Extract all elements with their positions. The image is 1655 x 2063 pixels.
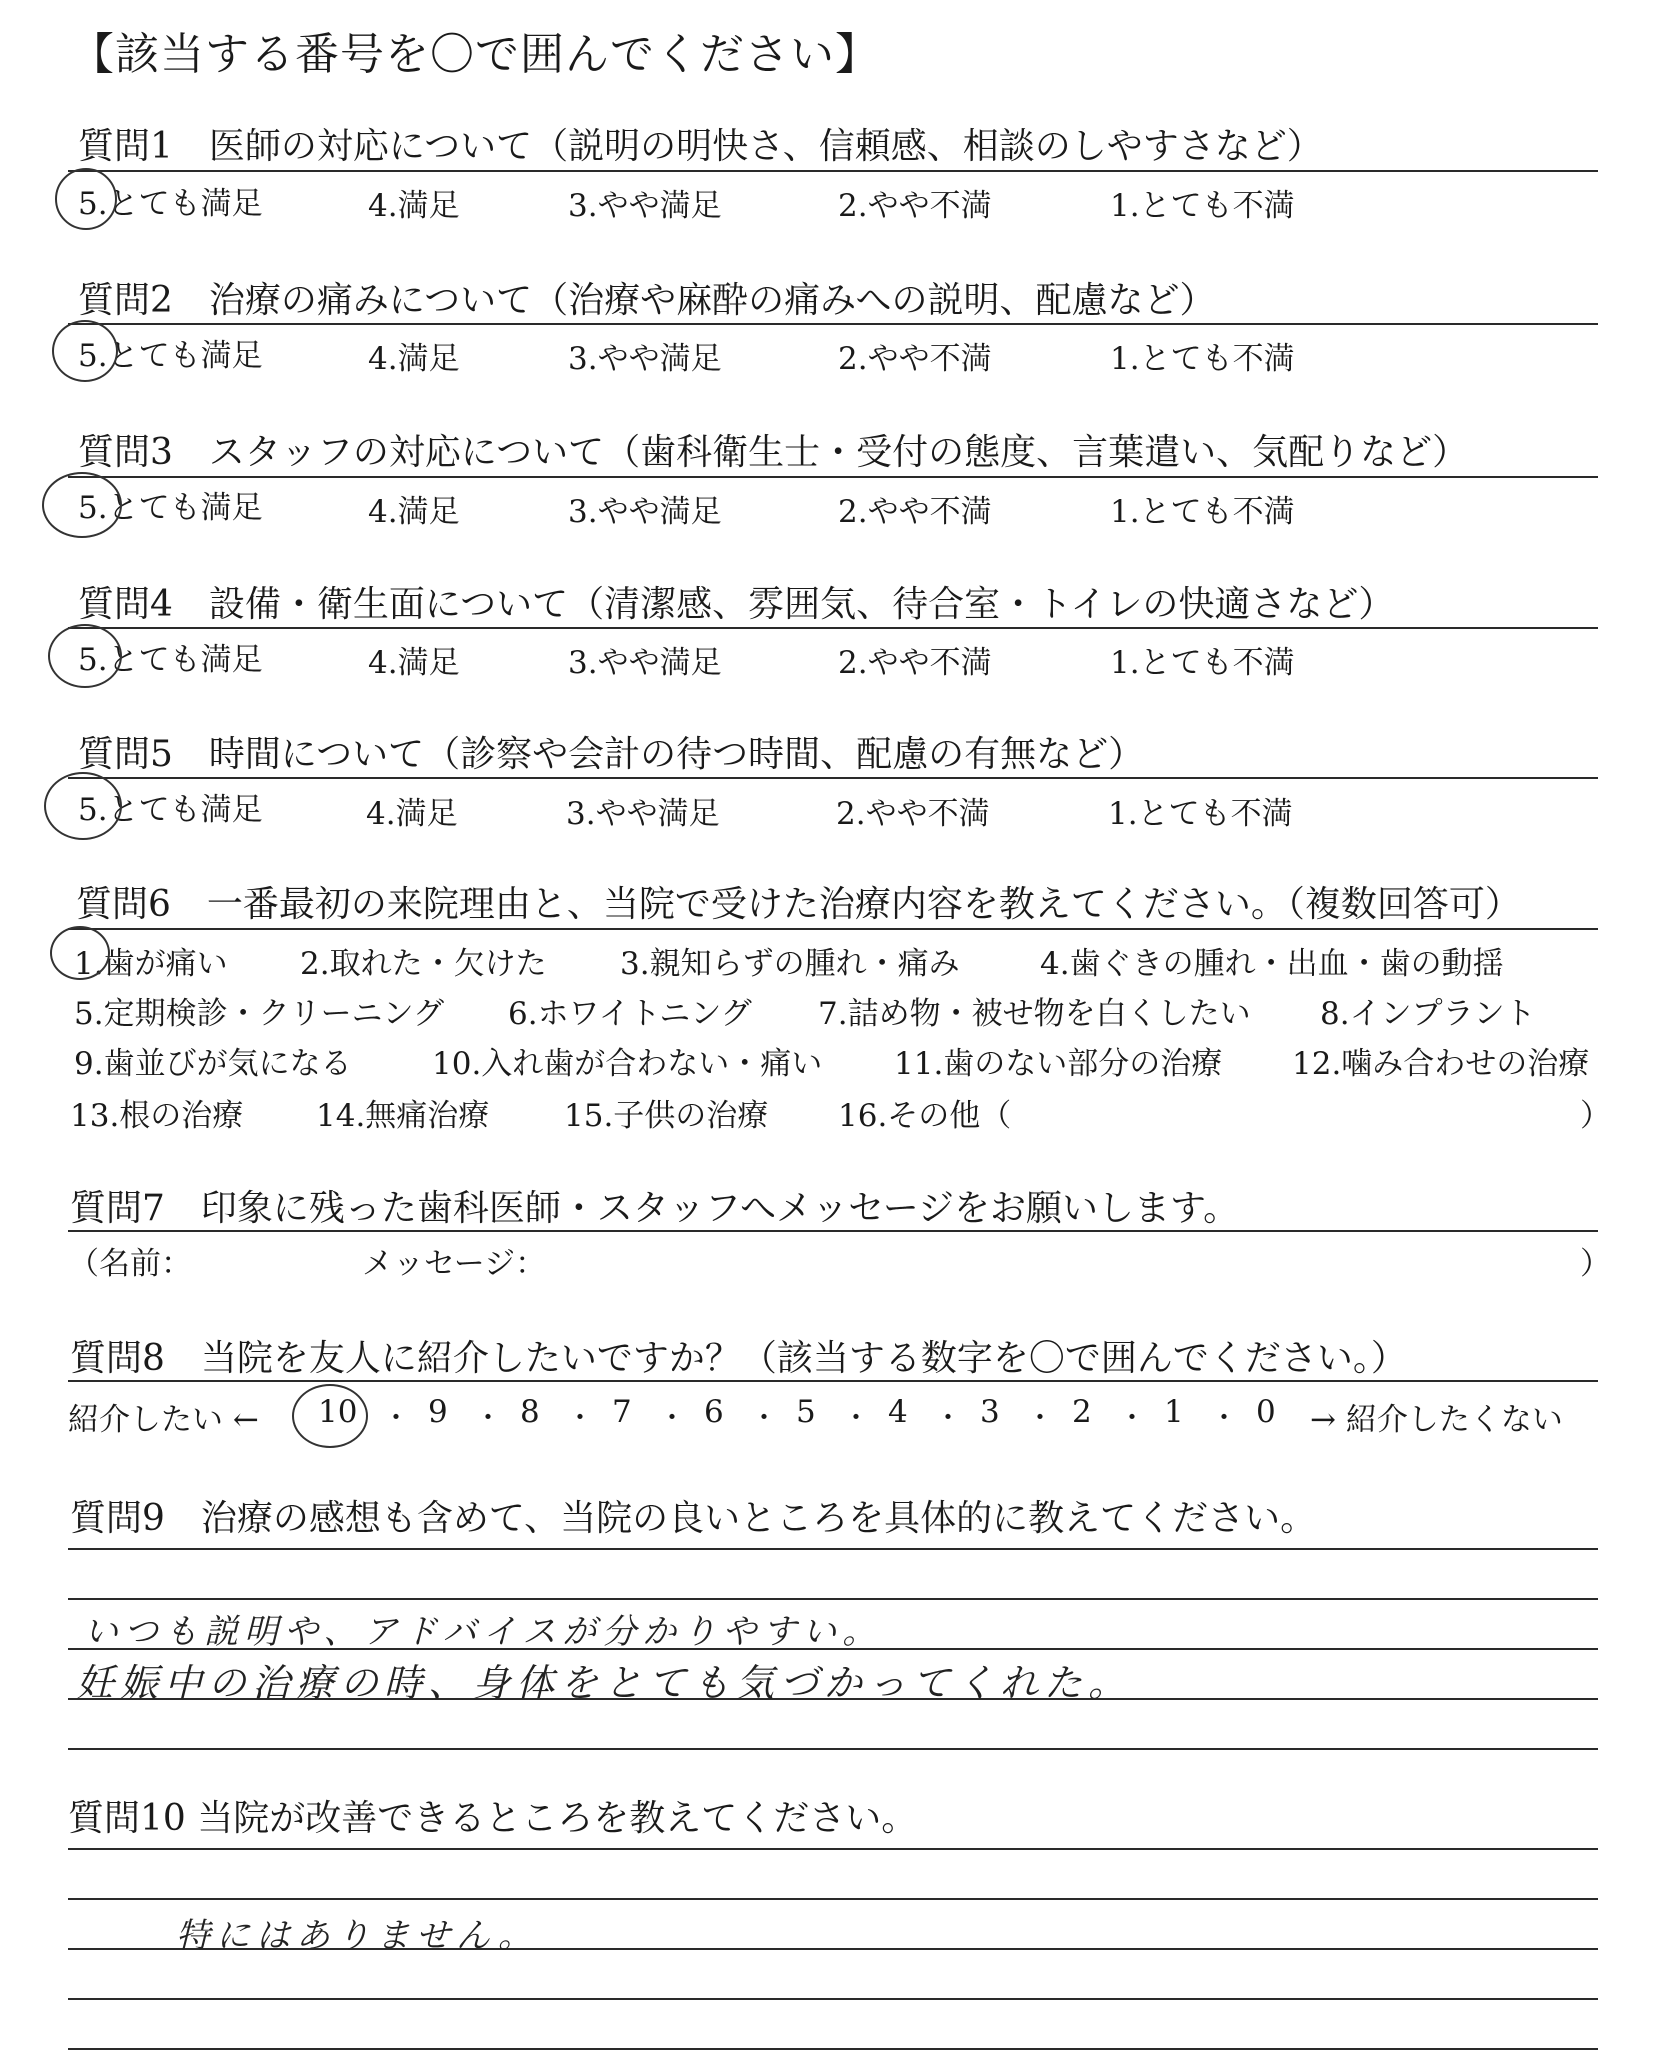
- question-8-label: 質問8 当院を友人に紹介したいですか？（該当する数字を〇で囲んでください。）: [70, 1338, 1407, 1379]
- answer-line: [68, 2048, 1598, 2050]
- q5-option-2[interactable]: 2.やや不満: [836, 796, 990, 832]
- scale-number-7[interactable]: 7: [612, 1394, 632, 1430]
- q3-option-3[interactable]: 3.やや満足: [568, 494, 722, 530]
- scale-dot: ・: [1026, 1401, 1055, 1434]
- divider: [68, 323, 1598, 325]
- scale-dot: ・: [934, 1401, 963, 1434]
- q1-option-4[interactable]: 4.満足: [368, 188, 460, 224]
- q6-option-3[interactable]: 3.親知らずの腫れ・痛み: [620, 946, 960, 982]
- divider: [68, 1230, 1598, 1232]
- q6-option-1[interactable]: 1.歯が痛い: [74, 946, 228, 982]
- answer-line: [68, 1898, 1598, 1900]
- q6-option-9[interactable]: 9.歯並びが気になる: [74, 1046, 352, 1082]
- scale-dot: ・: [1210, 1401, 1239, 1434]
- q5-option-5[interactable]: 5.とても満足: [78, 792, 263, 828]
- selection-circle: [48, 624, 122, 688]
- question-1-label: 質問1 医師の対応について（説明の明快さ、信頼感、相談のしやすさなど）: [78, 126, 1323, 167]
- scale-number-3[interactable]: 3: [980, 1394, 1000, 1430]
- q9-handwritten-line-2[interactable]: 妊娠中の治療の時、身体をとても気づかってくれた。: [76, 1661, 1133, 1705]
- question-9-label: 質問9 治療の感想も含めて、当院の良いところを具体的に教えてください。: [70, 1498, 1317, 1539]
- q2-option-3[interactable]: 3.やや満足: [568, 341, 722, 377]
- scale-number-2[interactable]: 2: [1072, 1394, 1092, 1430]
- q10-handwritten-answer[interactable]: 特にはありません。: [176, 1916, 539, 1956]
- selection-circle: [292, 1384, 368, 1448]
- q6-option-13[interactable]: 13.根の治療: [70, 1098, 244, 1134]
- q1-option-1[interactable]: 1.とても不満: [1110, 188, 1295, 224]
- scale-number-4[interactable]: 4: [888, 1394, 908, 1430]
- divider: [68, 476, 1598, 478]
- divider: [68, 928, 1598, 930]
- q6-option-14[interactable]: 14.無痛治療: [316, 1098, 490, 1134]
- scale-right-label: → 紹介したくない: [1310, 1402, 1563, 1438]
- scale-number-1[interactable]: 1: [1164, 1394, 1184, 1430]
- q3-option-2[interactable]: 2.やや不満: [838, 494, 992, 530]
- q3-option-5[interactable]: 5.とても満足: [78, 490, 263, 526]
- q4-option-2[interactable]: 2.やや不満: [838, 645, 992, 681]
- scale-number-9[interactable]: 9: [428, 1394, 448, 1430]
- q4-option-3[interactable]: 3.やや満足: [568, 645, 722, 681]
- q6-option-6[interactable]: 6.ホワイトニング: [508, 996, 752, 1032]
- q3-option-1[interactable]: 1.とても不満: [1110, 494, 1295, 530]
- scale-number-5[interactable]: 5: [796, 1394, 816, 1430]
- answer-line: [68, 1598, 1598, 1600]
- question-7-label: 質問7 印象に残った歯科医師・スタッフへメッセージをお願いします。: [70, 1188, 1240, 1229]
- question-6-label: 質問6 一番最初の来院理由と、当院で受けた治療内容を教えてください。（複数回答可）: [76, 884, 1521, 925]
- q1-option-5[interactable]: 5.とても満足: [78, 186, 263, 222]
- selection-circle: [42, 472, 122, 538]
- selection-circle: [52, 320, 118, 382]
- q2-option-1[interactable]: 1.とても不満: [1110, 341, 1295, 377]
- q6-option-15[interactable]: 15.子供の治療: [564, 1098, 769, 1134]
- q4-option-4[interactable]: 4.満足: [368, 645, 460, 681]
- q6-option-7[interactable]: 7.詰め物・被せ物を白くしたい: [818, 996, 1251, 1032]
- q3-option-4[interactable]: 4.満足: [368, 494, 460, 530]
- q6-option-10[interactable]: 10.入れ歯が合わない・痛い: [432, 1046, 823, 1082]
- scale-dot: ・: [842, 1401, 871, 1434]
- scale-dot: ・: [750, 1401, 779, 1434]
- q5-option-1[interactable]: 1.とても不満: [1108, 796, 1293, 832]
- q4-option-1[interactable]: 1.とても不満: [1110, 645, 1295, 681]
- scale-number-6[interactable]: 6: [704, 1394, 724, 1430]
- scale-dot: ・: [382, 1401, 411, 1434]
- answer-line: [68, 1748, 1598, 1750]
- scale-dot: ・: [474, 1401, 503, 1434]
- answer-line: [68, 1548, 1598, 1550]
- page-title: 【該当する番号を〇で囲んでください】: [70, 29, 880, 80]
- scale-number-10[interactable]: 10: [318, 1394, 358, 1430]
- scale-number-0[interactable]: 0: [1256, 1394, 1276, 1430]
- scale-dot: ・: [658, 1401, 687, 1434]
- scale-number-8[interactable]: 8: [520, 1394, 540, 1430]
- q2-option-5[interactable]: 5.とても満足: [78, 338, 263, 374]
- answer-line: [68, 1848, 1598, 1850]
- divider: [68, 777, 1598, 779]
- divider: [68, 627, 1598, 629]
- question-3-label: 質問3 スタッフの対応について（歯科衛生士・受付の態度、言葉遣い、気配りなど）: [78, 432, 1469, 473]
- scale-dot: ・: [566, 1401, 595, 1434]
- q9-handwritten-line-1[interactable]: いつも説明や、アドバイスが分かりやすい。: [84, 1612, 883, 1652]
- q6-option-16[interactable]: 16.その他（: [838, 1098, 1012, 1134]
- q2-option-2[interactable]: 2.やや不満: [838, 341, 992, 377]
- answer-line: [68, 1998, 1598, 2000]
- q6-option-5[interactable]: 5.定期検診・クリーニング: [74, 996, 444, 1032]
- question-10-label: 質問10 当院が改善できるところを教えてください。: [68, 1798, 918, 1839]
- scale-dot: ・: [1118, 1401, 1147, 1434]
- q6-option-12[interactable]: 12.噛み合わせの治療: [1292, 1046, 1590, 1082]
- q2-option-4[interactable]: 4.満足: [368, 341, 460, 377]
- question-5-label: 質問5 時間について（診察や会計の待つ時間、配慮の有無など）: [78, 734, 1145, 775]
- q7-close: ）: [1580, 1246, 1611, 1282]
- q6-option-2[interactable]: 2.取れた・欠けた: [300, 946, 547, 982]
- q6-option-4[interactable]: 4.歯ぐきの腫れ・出血・歯の動揺: [1040, 946, 1504, 982]
- selection-circle: [55, 168, 117, 230]
- q5-option-4[interactable]: 4.満足: [366, 796, 458, 832]
- scale-left-label: 紹介したい ←: [68, 1402, 259, 1438]
- q4-option-5[interactable]: 5.とても満足: [78, 642, 263, 678]
- selection-circle: [44, 772, 122, 840]
- question-4-label: 質問4 設備・衛生面について（清潔感、雰囲気、待合室・トイレの快適さなど）: [78, 584, 1395, 625]
- question-2-label: 質問2 治療の痛みについて（治療や麻酔の痛みへの説明、配慮など）: [78, 280, 1216, 321]
- q7-name-field[interactable]: （名前：: [68, 1246, 192, 1282]
- q5-option-3[interactable]: 3.やや満足: [566, 796, 720, 832]
- q7-message-field[interactable]: メッセージ：: [362, 1246, 547, 1282]
- divider: [68, 1380, 1598, 1382]
- divider: [68, 170, 1598, 172]
- q6-option-8[interactable]: 8.インプラント: [1320, 996, 1536, 1032]
- q6-other-close: ）: [1580, 1098, 1611, 1134]
- selection-circle: [50, 926, 110, 980]
- q6-option-11[interactable]: 11.歯のない部分の治療: [894, 1046, 1223, 1082]
- q1-option-3[interactable]: 3.やや満足: [568, 188, 722, 224]
- q1-option-2[interactable]: 2.やや不満: [838, 188, 992, 224]
